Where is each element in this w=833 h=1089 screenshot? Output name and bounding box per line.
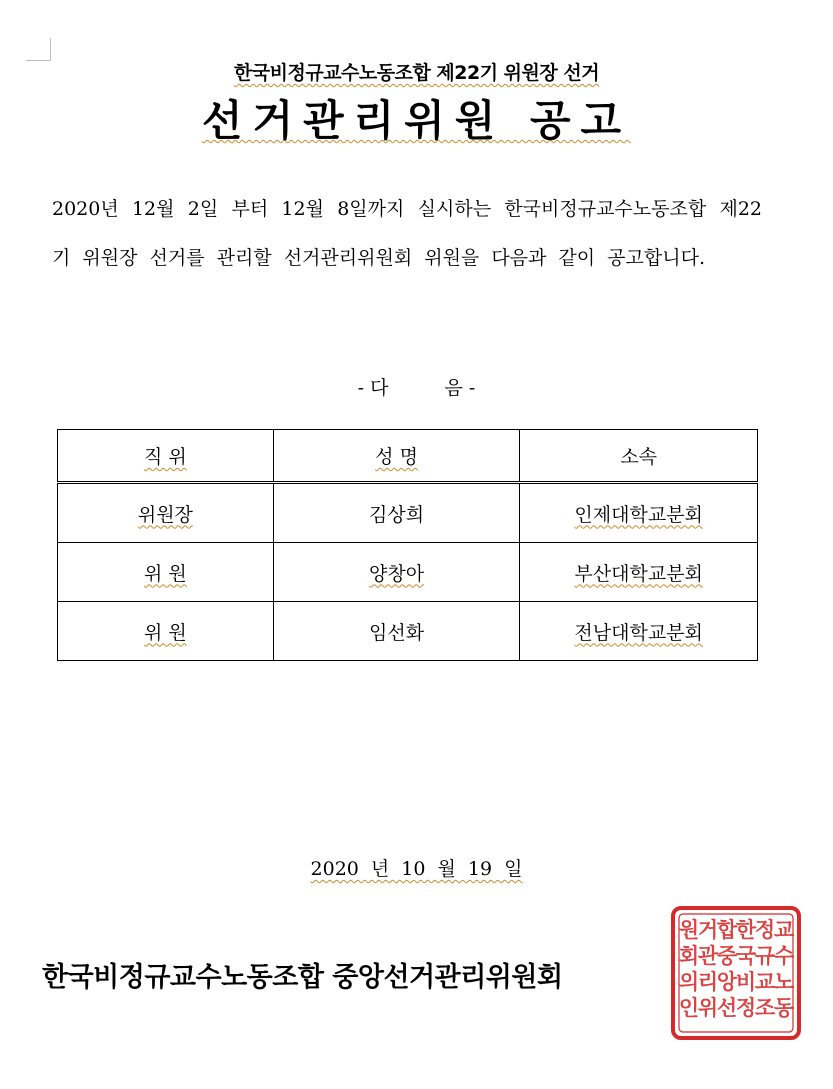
dash-right: - [468, 377, 476, 399]
seal-character: 의 [678, 969, 700, 994]
section-heading-below [0, 373, 833, 400]
seal-character: 수 [773, 943, 795, 968]
seal-character: 선 [716, 995, 738, 1020]
seal-character: 비 [735, 969, 757, 994]
seal-character: 원 [678, 917, 700, 942]
document-subtitle [0, 58, 833, 85]
announcement-body: 2020년 12월 2일 부터 12월 8일까지 실시하는 한국비정규교수노동조합 제22기 위원장 선거를 관리할 선거관리위원회 위원을 다음과 같이 공고합니다. [52, 198, 762, 269]
heading-char-2: 음 [444, 377, 463, 399]
subtitle-text: 한국비정규교수노동조합 제22기 위원장 선거 [233, 62, 600, 84]
cell-position: 위 원 [58, 543, 274, 602]
organization-text: 한국비정규교수노동조합 중앙선거관리위원회 [42, 962, 563, 993]
seal-lettering [679, 917, 795, 1020]
seal-character: 교 [754, 969, 776, 994]
document-title [0, 88, 833, 148]
seal-character: 교 [773, 917, 795, 942]
issuing-organization [42, 955, 563, 994]
seal-character: 관 [697, 943, 719, 968]
cell-name: 김상희 [273, 483, 520, 543]
seal-character: 합 [716, 917, 738, 942]
seal-character: 조 [754, 995, 776, 1020]
header-position: 직 위 [58, 430, 274, 483]
announcement-date [0, 854, 833, 881]
header-affiliation: 소속 [520, 430, 758, 483]
seal-character: 정 [735, 995, 757, 1020]
cell-affiliation: 부산대학교분회 [520, 543, 758, 602]
table-row [58, 602, 758, 661]
official-seal-icon [669, 905, 803, 1041]
seal-character: 한 [735, 917, 757, 942]
table-row [58, 543, 758, 602]
seal-character: 회 [678, 943, 700, 968]
seal-character: 인 [678, 995, 700, 1020]
heading-char-1: 다 [370, 377, 389, 399]
committee-members-table [57, 429, 758, 661]
seal-character: 거 [697, 917, 719, 942]
header-name: 성 명 [273, 430, 520, 483]
seal-character: 앙 [716, 969, 738, 994]
seal-character: 동 [773, 995, 795, 1020]
table-header-row [58, 430, 758, 483]
cell-name: 양창아 [273, 543, 520, 602]
cell-affiliation: 인제대학교분회 [520, 483, 758, 543]
seal-character: 중 [716, 943, 738, 968]
cell-position: 위원장 [58, 483, 274, 543]
cell-position: 위 원 [58, 602, 274, 661]
dash-left: - [357, 377, 365, 399]
seal-character: 국 [735, 943, 757, 968]
table-row [58, 483, 758, 543]
seal-character: 정 [754, 917, 776, 942]
seal-character: 리 [697, 969, 719, 994]
seal-character: 규 [754, 943, 776, 968]
cell-name: 임선화 [273, 602, 520, 661]
date-text: 2020 년 10 월 19 일 [310, 858, 523, 880]
seal-character: 위 [697, 995, 719, 1020]
cell-affiliation: 전남대학교분회 [520, 602, 758, 661]
seal-character: 노 [773, 969, 795, 994]
title-text: 선거관리위원 공고 [201, 96, 632, 145]
